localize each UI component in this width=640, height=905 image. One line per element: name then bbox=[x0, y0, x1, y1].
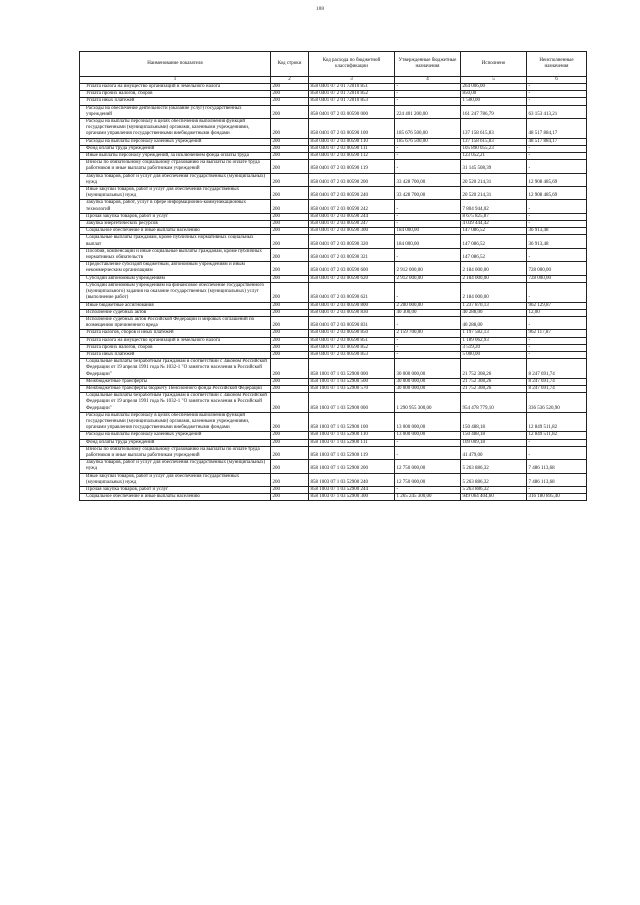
line-code-cell: 200 bbox=[271, 344, 309, 351]
line-code-cell: 200 bbox=[271, 248, 309, 261]
line-code-cell: 200 bbox=[271, 473, 309, 486]
executed-cell: 40 288,00 bbox=[461, 316, 527, 329]
table-row bbox=[80, 213, 587, 220]
executed-cell: 850,00 bbox=[461, 91, 527, 98]
budget-code-cell: 858 0401 07 2 01 72010 851 bbox=[309, 84, 395, 91]
unexecuted-cell: 962 129,87 bbox=[527, 302, 587, 309]
unexecuted-cell: - bbox=[527, 145, 587, 152]
unexecuted-cell: - bbox=[527, 351, 587, 358]
budget-code-cell: 858 0401 07 2 03 00590 851 bbox=[309, 337, 395, 344]
executed-cell: 2 184 000,00 bbox=[461, 275, 527, 282]
approved-cell: 40 300,00 bbox=[395, 309, 461, 316]
indicator-name-cell: Фонд оплаты труда учреждений bbox=[80, 145, 271, 152]
unexecuted-cell: - bbox=[527, 486, 587, 493]
budget-code-cell: 858 0401 07 2 03 00590 320 bbox=[309, 235, 395, 248]
unexecuted-cell: 12 908 485,69 bbox=[527, 187, 587, 200]
unexecuted-cell: 8 247 691,74 bbox=[527, 359, 587, 379]
budget-code-cell: 858 0401 07 2 03 00590 119 bbox=[309, 160, 395, 173]
approved-cell: 13 000 000,00 bbox=[395, 432, 461, 439]
unexecuted-cell: 7 486 113,68 bbox=[527, 473, 587, 486]
indicator-name-cell: Закупка товаров, работ и услуг для обеспечения государственных (муниципальных) нужд bbox=[80, 173, 271, 186]
approved-cell: 33 428 700,00 bbox=[395, 187, 461, 200]
executed-cell: 105 890 055,23 bbox=[461, 145, 527, 152]
unexecuted-cell: - bbox=[527, 98, 587, 105]
table-row bbox=[80, 119, 587, 139]
budget-code-cell: 858 0401 07 2 03 00590 620 bbox=[309, 275, 395, 282]
budget-code-cell: 858 0401 07 2 03 00590 240 bbox=[309, 187, 395, 200]
unexecuted-cell: - bbox=[527, 160, 587, 173]
unexecuted-cell: 48 517 884,17 bbox=[527, 138, 587, 145]
approved-cell: - bbox=[395, 98, 461, 105]
table-row bbox=[80, 460, 587, 473]
table-row bbox=[80, 473, 587, 486]
approved-cell: - bbox=[395, 91, 461, 98]
indicator-name-cell: Уплата налога на имущество организаций и земельного налога bbox=[80, 84, 271, 91]
indicator-name-cell: Закупка энергетических ресурсов bbox=[80, 221, 271, 228]
header-unexecuted: Неисполненные назначения bbox=[527, 52, 587, 77]
executed-cell: 3 519,20 bbox=[461, 344, 527, 351]
table-row bbox=[80, 330, 587, 337]
unexecuted-cell: - bbox=[527, 446, 587, 459]
line-code-cell: 200 bbox=[271, 138, 309, 145]
indicator-name-cell: Межбюджетные трансферты бюджету Пенсионного фонда Российской Федерации bbox=[80, 385, 271, 392]
line-code-cell: 200 bbox=[271, 385, 309, 392]
executed-cell: 1 500,00 bbox=[461, 98, 527, 105]
executed-cell: 21 752 308,26 bbox=[461, 385, 527, 392]
executed-cell: 2 184 000,00 bbox=[461, 282, 527, 302]
line-code-cell: 200 bbox=[271, 330, 309, 337]
executed-cell: 147 086,52 bbox=[461, 235, 527, 248]
line-code-cell: 200 bbox=[271, 200, 309, 213]
indicator-name-cell: Предоставление субсидий бюджетным, автономным учреждениям и иным некоммерческим организациям bbox=[80, 262, 271, 275]
unexecuted-cell: 12 849 511,82 bbox=[527, 432, 587, 439]
executed-cell: 949 064 404,60 bbox=[461, 494, 527, 501]
table-row bbox=[80, 378, 587, 385]
executed-cell: 7 804 944,02 bbox=[461, 200, 527, 213]
budget-code-cell: 858 1003 07 1 03 52900 000 bbox=[309, 393, 395, 413]
page-number: 188 bbox=[315, 6, 325, 12]
column-number: 3 bbox=[309, 77, 395, 84]
header-budget-code: Код расхода по бюджетной классификации bbox=[309, 52, 395, 77]
budget-code-cell: 858 0401 07 2 03 00590 830 bbox=[309, 309, 395, 316]
table-row bbox=[80, 432, 587, 439]
budget-code-cell: 858 1003 07 1 03 52900 200 bbox=[309, 460, 395, 473]
table-row bbox=[80, 275, 587, 282]
executed-cell: 40 288,00 bbox=[461, 309, 527, 316]
line-code-cell: 200 bbox=[271, 173, 309, 186]
line-code-cell: 200 bbox=[271, 351, 309, 358]
indicator-name-cell: Уплата иных платежей bbox=[80, 98, 271, 105]
indicator-name-cell: Уплата налога на имущество организаций и земельного налога bbox=[80, 337, 271, 344]
executed-cell: 137 158 615,83 bbox=[461, 138, 527, 145]
executed-cell: 1 237 870,13 bbox=[461, 302, 527, 309]
approved-cell: - bbox=[395, 439, 461, 446]
line-code-cell: 200 bbox=[271, 359, 309, 379]
line-code-cell: 200 bbox=[271, 228, 309, 235]
indicator-name-cell: Расходы на выплаты персоналу казенных учреждений bbox=[80, 432, 271, 439]
line-code-cell: 200 bbox=[271, 221, 309, 228]
line-code-cell: 200 bbox=[271, 145, 309, 152]
unexecuted-cell: 728 000,00 bbox=[527, 262, 587, 275]
table-row bbox=[80, 138, 587, 145]
indicator-name-cell: Прочая закупка товаров, работ и услуг bbox=[80, 213, 271, 220]
executed-cell: 1 189 062,93 bbox=[461, 337, 527, 344]
indicator-name-cell: Уплата налогов, сборов и иных платежей bbox=[80, 330, 271, 337]
approved-cell: 184 000,00 bbox=[395, 228, 461, 235]
approved-cell: - bbox=[395, 351, 461, 358]
indicator-name-cell: Взносы по обязательному социальному страхованию на выплаты по оплате труда работников и иные выплаты работникам учреждений bbox=[80, 160, 271, 173]
executed-cell: 147 086,52 bbox=[461, 228, 527, 235]
executed-cell: 21 752 308,26 bbox=[461, 359, 527, 379]
line-code-cell: 200 bbox=[271, 262, 309, 275]
executed-cell: 161 247 786,79 bbox=[461, 105, 527, 118]
budget-code-cell: 858 0401 07 2 03 00590 300 bbox=[309, 228, 395, 235]
budget-code-cell: 858 1003 07 1 03 52900 111 bbox=[309, 439, 395, 446]
executed-cell: 20 520 214,31 bbox=[461, 173, 527, 186]
line-code-cell: 200 bbox=[271, 432, 309, 439]
line-code-cell: 200 bbox=[271, 494, 309, 501]
indicator-name-cell: Прочая закупка товаров, работ и услуг bbox=[80, 486, 271, 493]
line-code-cell: 200 bbox=[271, 98, 309, 105]
executed-cell: 21 752 308,26 bbox=[461, 378, 527, 385]
line-code-cell: 200 bbox=[271, 105, 309, 118]
table-row bbox=[80, 187, 587, 200]
executed-cell: 8 675 825,87 bbox=[461, 213, 527, 220]
line-code-cell: 200 bbox=[271, 439, 309, 446]
executed-cell: 20 520 214,31 bbox=[461, 187, 527, 200]
indicator-name-cell: Пособия, компенсации и иные социальные выплаты гражданам, кроме публичных нормативных обязательств bbox=[80, 248, 271, 261]
column-number: 2 bbox=[271, 77, 309, 84]
indicator-name-cell: Межбюджетные трансферты bbox=[80, 378, 271, 385]
budget-code-cell: 858 0401 07 2 03 00590 111 bbox=[309, 145, 395, 152]
table-row bbox=[80, 262, 587, 275]
indicator-name-cell: Исполнение судебных актов bbox=[80, 309, 271, 316]
unexecuted-cell: - bbox=[527, 221, 587, 228]
unexecuted-cell: - bbox=[527, 153, 587, 160]
executed-cell: 5 263 886,32 bbox=[461, 473, 527, 486]
approved-cell: - bbox=[395, 221, 461, 228]
indicator-name-cell: Иные выплаты персоналу учреждений, за исключением фонда оплаты труда bbox=[80, 153, 271, 160]
line-code-cell: 200 bbox=[271, 302, 309, 309]
column-number: 6 bbox=[527, 77, 587, 84]
line-code-cell: 200 bbox=[271, 460, 309, 473]
budget-code-cell: 858 0401 07 2 03 00590 321 bbox=[309, 248, 395, 261]
header-indicator-name: Наименование показателя bbox=[80, 52, 271, 77]
approved-cell: 12 750 000,00 bbox=[395, 473, 461, 486]
budget-code-cell: 858 0401 07 2 03 00590 831 bbox=[309, 316, 395, 329]
executed-cell: 137 158 615,83 bbox=[461, 119, 527, 139]
indicator-name-cell: Исполнение судебных актов Российской Федерации и мировых соглашений по возмещению причиненного вреда bbox=[80, 316, 271, 329]
approved-cell: 13 000 000,00 bbox=[395, 412, 461, 432]
table-row bbox=[80, 344, 587, 351]
indicator-name-cell: Уплата иных платежей bbox=[80, 351, 271, 358]
line-code-cell: 200 bbox=[271, 486, 309, 493]
approved-cell: - bbox=[395, 337, 461, 344]
line-code-cell: 200 bbox=[271, 119, 309, 139]
unexecuted-cell: 728 000,00 bbox=[527, 275, 587, 282]
table-row bbox=[80, 359, 587, 379]
approved-cell: - bbox=[395, 145, 461, 152]
unexecuted-cell: - bbox=[527, 248, 587, 261]
executed-cell: 109 009,18 bbox=[461, 439, 527, 446]
executed-cell: 954 478 779,10 bbox=[461, 393, 527, 413]
table-row bbox=[80, 145, 587, 152]
table-row bbox=[80, 200, 587, 213]
unexecuted-cell: 962 117,87 bbox=[527, 330, 587, 337]
budget-code-cell: 858 0401 07 2 03 00590 850 bbox=[309, 330, 395, 337]
line-code-cell: 200 bbox=[271, 213, 309, 220]
approved-cell: 185 676 500,00 bbox=[395, 138, 461, 145]
unexecuted-cell: 12 849 511,82 bbox=[527, 412, 587, 432]
executed-cell: 5 000,00 bbox=[461, 351, 527, 358]
budget-code-cell: 858 0401 07 2 03 00590 000 bbox=[309, 105, 395, 118]
table-row bbox=[80, 248, 587, 261]
unexecuted-cell: 336 536 520,90 bbox=[527, 393, 587, 413]
unexecuted-cell: - bbox=[527, 316, 587, 329]
indicator-name-cell: Социальные выплаты безработным гражданам в соответствии с Законом Российской Федерации от 19 апреля 1991 года № 1032-1 "О занятости населения в Российской Федерации" bbox=[80, 359, 271, 379]
approved-cell: 2 200 000,00 bbox=[395, 302, 461, 309]
budget-code-cell: 858 0401 07 2 03 00590 200 bbox=[309, 173, 395, 186]
table-row bbox=[80, 160, 587, 173]
table-header bbox=[80, 52, 587, 84]
approved-cell: - bbox=[395, 200, 461, 213]
line-code-cell: 200 bbox=[271, 412, 309, 432]
table-row bbox=[80, 173, 587, 186]
indicator-name-cell: Социальное обеспечение и иные выплаты населению bbox=[80, 494, 271, 501]
table-row bbox=[80, 337, 587, 344]
executed-cell: 147 086,52 bbox=[461, 248, 527, 261]
indicator-name-cell: Социальные выплаты гражданам, кроме публичных нормативных социальных выплат bbox=[80, 235, 271, 248]
table-row bbox=[80, 309, 587, 316]
approved-cell: - bbox=[395, 344, 461, 351]
table-body bbox=[80, 84, 587, 501]
unexecuted-cell: 36 913,48 bbox=[527, 228, 587, 235]
table-row bbox=[80, 282, 587, 302]
table-row bbox=[80, 446, 587, 459]
approved-cell: 30 000 000,00 bbox=[395, 378, 461, 385]
unexecuted-cell: - bbox=[527, 344, 587, 351]
unexecuted-cell: - bbox=[527, 84, 587, 91]
executed-cell: 150 488,18 bbox=[461, 412, 527, 432]
budget-code-cell: 858 1001 07 1 03 52900 000 bbox=[309, 359, 395, 379]
executed-cell: 5 263 886,32 bbox=[461, 460, 527, 473]
executed-cell: 41 479,00 bbox=[461, 446, 527, 459]
unexecuted-cell: - bbox=[527, 282, 587, 302]
unexecuted-cell: 316 180 895,40 bbox=[527, 494, 587, 501]
executed-cell: 4 039 444,42 bbox=[461, 221, 527, 228]
budget-code-cell: 858 0401 07 2 03 00590 244 bbox=[309, 213, 395, 220]
approved-cell: 1 290 955 300,00 bbox=[395, 393, 461, 413]
unexecuted-cell: 12 908 485,69 bbox=[527, 173, 587, 186]
table-row bbox=[80, 393, 587, 413]
line-code-cell: 200 bbox=[271, 446, 309, 459]
unexecuted-cell: 63 153 413,21 bbox=[527, 105, 587, 118]
budget-code-cell: 858 0401 07 2 03 00590 112 bbox=[309, 153, 395, 160]
budget-code-cell: 858 0401 07 2 03 00590 600 bbox=[309, 262, 395, 275]
line-code-cell: 200 bbox=[271, 160, 309, 173]
line-code-cell: 200 bbox=[271, 187, 309, 200]
budget-code-cell: 858 0401 07 2 03 00590 100 bbox=[309, 119, 395, 139]
column-number: 1 bbox=[80, 77, 271, 84]
unexecuted-cell: - bbox=[527, 213, 587, 220]
indicator-name-cell: Взносы по обязательному социальному страхованию на выплаты по оплате труда работников и иные выплаты работникам учреждений bbox=[80, 446, 271, 459]
indicator-name-cell: Расходы на обеспечение деятельности (оказание услуг) государственных учреждений bbox=[80, 105, 271, 118]
line-code-cell: 200 bbox=[271, 316, 309, 329]
line-code-cell: 200 bbox=[271, 275, 309, 282]
line-code-cell: 200 bbox=[271, 309, 309, 316]
budget-code-cell: 858 0401 07 2 03 00590 247 bbox=[309, 221, 395, 228]
executed-cell: 5 263 886,32 bbox=[461, 486, 527, 493]
indicator-name-cell: Закупка товаров, работ, услуг в сфере информационно-коммуникационных технологий bbox=[80, 200, 271, 213]
executed-cell: 264 006,00 bbox=[461, 84, 527, 91]
table-row bbox=[80, 486, 587, 493]
line-code-cell: 200 bbox=[271, 378, 309, 385]
approved-cell: 2 159 700,00 bbox=[395, 330, 461, 337]
approved-cell: 30 000 000,00 bbox=[395, 359, 461, 379]
line-code-cell: 200 bbox=[271, 282, 309, 302]
approved-cell: 2 912 000,00 bbox=[395, 275, 461, 282]
approved-cell: 185 676 500,00 bbox=[395, 119, 461, 139]
budget-code-cell: 858 0401 07 2 03 00590 800 bbox=[309, 302, 395, 309]
approved-cell: - bbox=[395, 446, 461, 459]
budget-execution-table bbox=[79, 51, 587, 501]
line-code-cell: 200 bbox=[271, 235, 309, 248]
budget-code-cell: 858 1003 07 1 03 52900 110 bbox=[309, 432, 395, 439]
approved-cell: - bbox=[395, 160, 461, 173]
unexecuted-cell: - bbox=[527, 337, 587, 344]
unexecuted-cell: - bbox=[527, 200, 587, 213]
budget-code-cell: 858 0401 07 2 03 00590 242 bbox=[309, 200, 395, 213]
approved-cell: 30 000 000,00 bbox=[395, 385, 461, 392]
column-number-row bbox=[80, 77, 587, 84]
indicator-name-cell: Закупка товаров, работ и услуг для обеспечения государственных (муниципальных) нужд bbox=[80, 460, 271, 473]
table-row bbox=[80, 494, 587, 501]
table-row bbox=[80, 153, 587, 160]
table-row bbox=[80, 228, 587, 235]
indicator-name-cell: Субсидии автономным учреждениям на финансовое обеспечение государственного (муниципального) задания на оказание государственных (муниципальных) услуг (выполнение работ) bbox=[80, 282, 271, 302]
executed-cell: 150 488,18 bbox=[461, 432, 527, 439]
budget-code-cell: 858 1003 07 1 03 52900 100 bbox=[309, 412, 395, 432]
approved-cell: 184 000,00 bbox=[395, 235, 461, 248]
approved-cell: - bbox=[395, 486, 461, 493]
approved-cell: 12 750 000,00 bbox=[395, 460, 461, 473]
unexecuted-cell: 8 247 691,74 bbox=[527, 385, 587, 392]
table-row bbox=[80, 235, 587, 248]
approved-cell: 224 401 200,00 bbox=[395, 105, 461, 118]
indicator-name-cell: Уплата прочих налогов, сборов bbox=[80, 91, 271, 98]
indicator-name-cell: Расходы на выплаты персоналу в целях обеспечения выполнения функций государственными (муниципальными) органами, казенными учреждениями, органами управления государственными внебюджетными фондами bbox=[80, 119, 271, 139]
indicator-name-cell: Расходы на выплаты персоналу казенных учреждений bbox=[80, 138, 271, 145]
executed-cell: 123 052,21 bbox=[461, 153, 527, 160]
budget-code-cell: 858 0401 07 2 03 00590 852 bbox=[309, 344, 395, 351]
executed-cell: 2 184 000,00 bbox=[461, 262, 527, 275]
indicator-name-cell: Социальные выплаты безработным гражданам в соответствии с Законом Российской Федерации от 19 апреля 1991 года № 1032-1 "О занятости населения в Российской Федерации" bbox=[80, 393, 271, 413]
indicator-name-cell: Иные закупки товаров, работ и услуг для обеспечения государственных (муниципальных) нужд bbox=[80, 473, 271, 486]
unexecuted-cell: - bbox=[527, 91, 587, 98]
line-code-cell: 200 bbox=[271, 337, 309, 344]
table-row bbox=[80, 412, 587, 432]
column-number: 5 bbox=[461, 77, 527, 84]
column-number: 4 bbox=[395, 77, 461, 84]
indicator-name-cell: Субсидии автономным учреждениям bbox=[80, 275, 271, 282]
indicator-name-cell: Фонд оплаты труда учреждений bbox=[80, 439, 271, 446]
approved-cell: - bbox=[395, 84, 461, 91]
executed-cell: 31 145 508,39 bbox=[461, 160, 527, 173]
table-row bbox=[80, 84, 587, 91]
indicator-name-cell: Иные закупки товаров, работ и услуг для обеспечения государственных (муниципальных) нужд bbox=[80, 187, 271, 200]
approved-cell: - bbox=[395, 282, 461, 302]
budget-code-cell: 858 0401 07 2 01 72010 852 bbox=[309, 91, 395, 98]
table-row bbox=[80, 302, 587, 309]
line-code-cell: 200 bbox=[271, 153, 309, 160]
budget-execution-table-container bbox=[79, 51, 586, 501]
table-row bbox=[80, 351, 587, 358]
unexecuted-cell: 48 517 884,17 bbox=[527, 119, 587, 139]
table-row bbox=[80, 316, 587, 329]
table-row bbox=[80, 98, 587, 105]
budget-code-cell: 858 0401 07 2 01 72010 853 bbox=[309, 98, 395, 105]
indicator-name-cell: Социальное обеспечение и иные выплаты населению bbox=[80, 228, 271, 235]
unexecuted-cell: - bbox=[527, 439, 587, 446]
budget-code-cell: 858 1003 07 1 03 52900 300 bbox=[309, 494, 395, 501]
header-approved: Утвержденные бюджетные назначения bbox=[395, 52, 461, 77]
budget-code-cell: 858 1003 07 1 03 52900 240 bbox=[309, 473, 395, 486]
approved-cell: - bbox=[395, 248, 461, 261]
header-line-code: Код строки bbox=[271, 52, 309, 77]
approved-cell: 2 912 000,00 bbox=[395, 262, 461, 275]
approved-cell: - bbox=[395, 213, 461, 220]
indicator-name-cell: Расходы на выплаты персоналу в целях обеспечения выполнения функций государственными (муниципальными) органами, казенными учреждениями, органами управления государственными внебюджетными фондами bbox=[80, 412, 271, 432]
approved-cell: - bbox=[395, 153, 461, 160]
unexecuted-cell: 12,00 bbox=[527, 309, 587, 316]
approved-cell: 33 428 700,00 bbox=[395, 173, 461, 186]
budget-code-cell: 858 1001 07 1 03 52900 500 bbox=[309, 378, 395, 385]
executed-cell: 1 197 582,13 bbox=[461, 330, 527, 337]
table-row bbox=[80, 91, 587, 98]
budget-code-cell: 858 0401 07 2 03 00590 110 bbox=[309, 138, 395, 145]
table-row bbox=[80, 439, 587, 446]
indicator-name-cell: Уплата прочих налогов, сборов bbox=[80, 344, 271, 351]
table-row bbox=[80, 221, 587, 228]
budget-code-cell: 858 1003 07 1 03 52900 119 bbox=[309, 446, 395, 459]
budget-code-cell: 858 1001 07 1 03 52900 570 bbox=[309, 385, 395, 392]
table-row bbox=[80, 105, 587, 118]
unexecuted-cell: 8 247 691,74 bbox=[527, 378, 587, 385]
indicator-name-cell: Иные бюджетные ассигнования bbox=[80, 302, 271, 309]
approved-cell: 1 265 245 300,00 bbox=[395, 494, 461, 501]
table-row bbox=[80, 385, 587, 392]
approved-cell: - bbox=[395, 316, 461, 329]
unexecuted-cell: 36 913,48 bbox=[527, 235, 587, 248]
unexecuted-cell: 7 486 113,68 bbox=[527, 460, 587, 473]
line-code-cell: 200 bbox=[271, 393, 309, 413]
header-executed: Исполнено bbox=[461, 52, 527, 77]
budget-code-cell: 858 0401 07 2 03 00590 621 bbox=[309, 282, 395, 302]
line-code-cell: 200 bbox=[271, 84, 309, 91]
budget-code-cell: 858 1003 07 1 03 52900 244 bbox=[309, 486, 395, 493]
budget-code-cell: 858 0401 07 2 03 00590 853 bbox=[309, 351, 395, 358]
line-code-cell: 200 bbox=[271, 91, 309, 98]
